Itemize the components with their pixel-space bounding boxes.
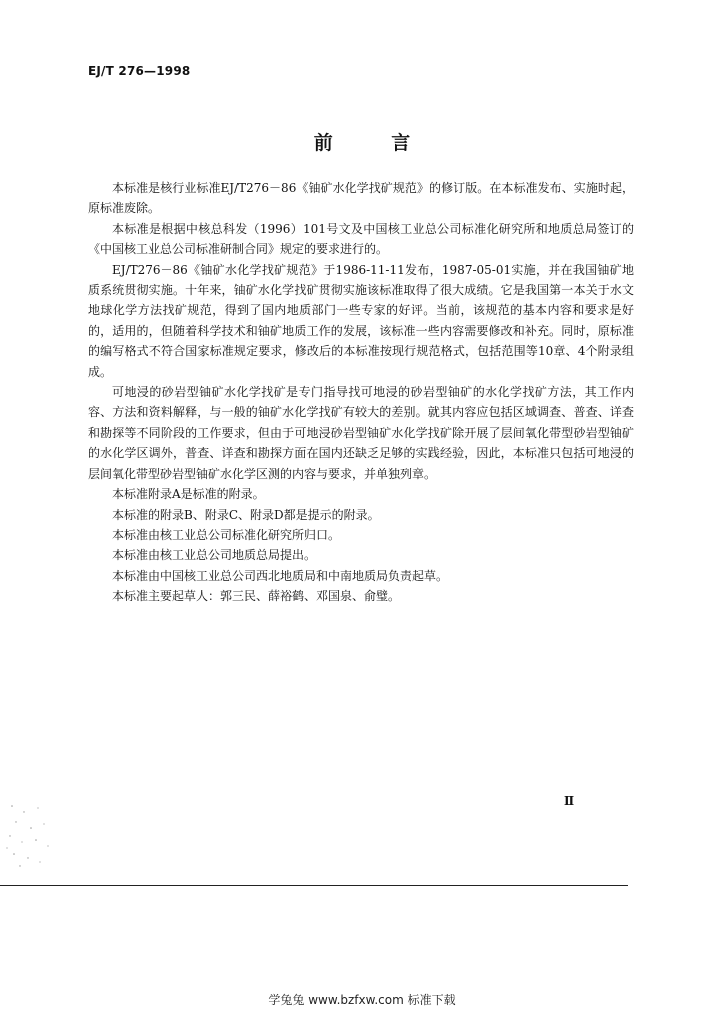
paragraph: 本标准附录A是标准的附录。 (112, 487, 265, 502)
paragraph: 本标准由核工业总公司标准化研究所归口。 (112, 527, 341, 542)
footer-watermark: 学兔兔 www.bzfxw.com 标准下载 (268, 993, 456, 1007)
page-title: 前 言 (313, 132, 437, 154)
paragraph: 可地浸的砂岩型铀矿水化学找矿是专门指导找可地浸的砂岩型铀矿的水化学找矿方法，其工作内容、方法和资料解释，与一般的铀矿水化学找矿有较大的差别。就其内容应包括区域调查、普查、详查和勘探等不同阶段的工作要求，但由于可地浸砂岩型铀矿水化学找矿除开展了层间氧化带型砂岩型铀矿的水化学区调外，普查、详查和勘探方面在国内还缺乏足够的实践经验，因此，本标准只包括可地浸的层间氧化带型砂岩型铀矿水化学区测的内容与要求，并单独列章。 (88, 385, 634, 481)
foreword-body (88, 178, 634, 607)
scan-noise-decoration (4, 800, 54, 870)
paragraph: EJ/T276－86《铀矿水化学找矿规范》于1986-11-11发布，1987-05-01实施，并在我国铀矿地质系统贯彻实施。十年来，铀矿水化学找矿贯彻实施该标准取得了很大成绩。它是我国第一本关于水文地球化学方法找矿规范，得到了国内地质部门一些专家的好评。当前，该规范的基本内容和要求是好的，适用的，但随着科学技术和铀矿地质工作的发展，该标准一些内容需要修改和补充。同时，原标准的编写格式不符合国家标准规定要求，修改后的本标准按现行规范格式，包括范围等10章、4个附录组成。 (88, 262, 634, 379)
standard-code: EJ/T 276—1998 (88, 64, 191, 78)
paragraph: 本标准是根据中核总科发（1996）101号文及中国核工业总公司标准化研究所和地质总局签订的《中国核工业总公司标准研制合同》规定的要求进行的。 (88, 221, 634, 257)
paragraph: 本标准由中国核工业总公司西北地质局和中南地质局负责起草。 (112, 568, 449, 583)
paragraph: 本标准主要起草人：郭三民、薛裕鹤、邓国泉、俞璧。 (112, 589, 401, 604)
page-number: Ⅱ (564, 794, 575, 808)
paragraph: 本标准的附录B、附录C、附录D都是提示的附录。 (112, 507, 380, 522)
paragraph: 本标准由核工业总公司地质总局提出。 (112, 548, 317, 563)
paragraph: 本标准是核行业标准EJ/T276－86《铀矿水化学找矿规范》的修订版。在本标准发布、实施时起，原标准废除。 (88, 181, 634, 216)
bottom-rule (0, 885, 628, 886)
